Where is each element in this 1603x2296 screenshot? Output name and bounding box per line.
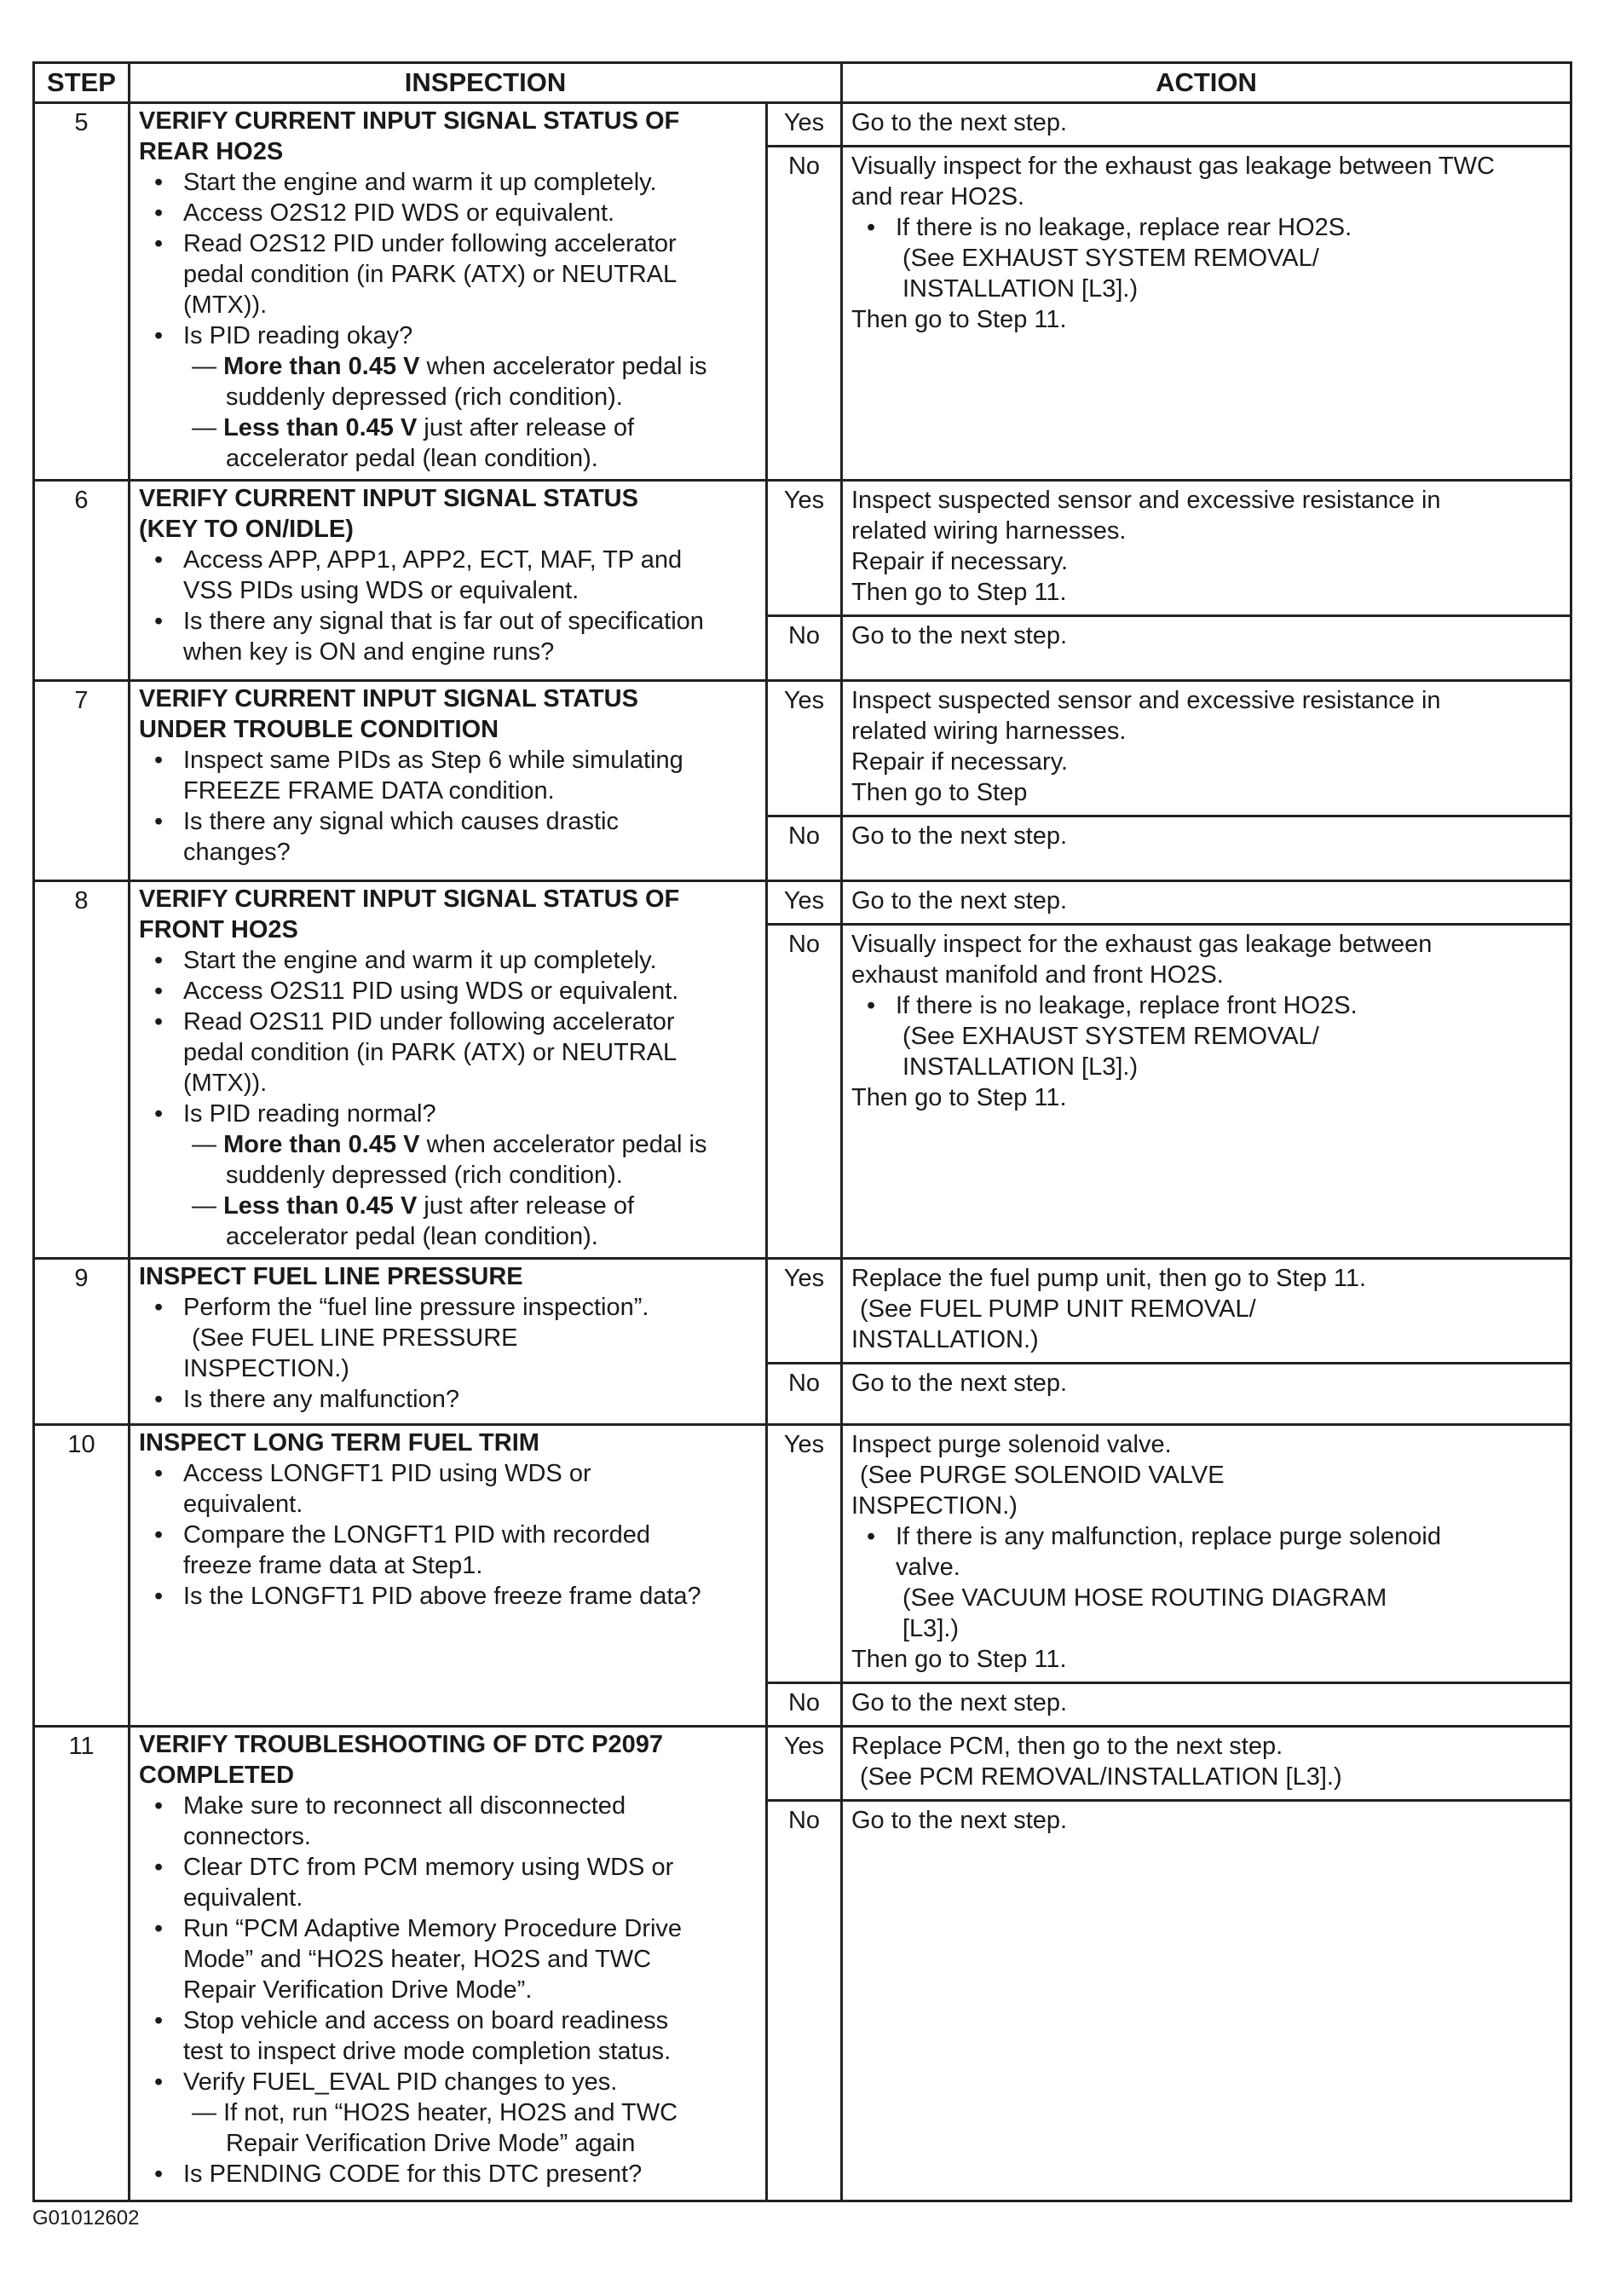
list-item: • Is there any malfunction?	[139, 1384, 758, 1415]
no-action: Go to the next step.	[842, 1683, 1571, 1727]
list-item: • Access LONGFT1 PID using WDS or equivalent.	[139, 1458, 758, 1520]
inspection-cell	[130, 1425, 767, 1727]
yes-label: Yes	[767, 681, 842, 816]
sub-item: — More than 0.45 V when accelerator pedal is suddenly depressed (rich condition).	[192, 1131, 707, 1189]
table-row	[34, 481, 1571, 616]
step-title: VERIFY TROUBLESHOOTING OF DTC P2097	[139, 1731, 664, 1758]
list-item: • Read O2S12 PID under following accelerator pedal condition (in PARK (ATX) or NEUTRAL (MTX)).	[139, 228, 758, 320]
list-item: • Start the engine and warm it up completely.	[139, 945, 758, 976]
step-title-line2: COMPLETED	[139, 1762, 295, 1789]
yes-action: Inspect purge solenoid valve. (See PURGE SOLENOID VALVE INSPECTION.) • If there is any malfunction, replace purge solenoid valve. (See VACUUM HOSE ROUTING DIAGRAM [L3].) Then go to Step 11.	[842, 1425, 1571, 1683]
yes-action: Inspect suspected sensor and excessive resistance in related wiring harnesses. Repair if necessary. Then go to Step 11.	[842, 481, 1571, 616]
step-number: 11	[34, 1727, 130, 2201]
list-item: • Is PID reading normal? — More than 0.45 V when accelerator pedal is suddenly depressed (rich condition). — Less than 0.45 V just after release of accelerator pedal (lean condition).	[139, 1099, 758, 1252]
inspection-cell	[130, 1727, 767, 2201]
inspection-list	[139, 1791, 758, 2189]
list-item: • Stop vehicle and access on board readiness test to inspect drive mode completion status.	[139, 2005, 758, 2067]
step-title: INSPECT LONG TERM FUEL TRIM	[139, 1429, 539, 1457]
no-action: Go to the next step.	[842, 816, 1571, 881]
table-row	[34, 1425, 1571, 1683]
inspection-list	[139, 545, 758, 667]
no-label: No	[767, 1801, 842, 2201]
list-item: • Compare the LONGFT1 PID with recorded freeze frame data at Step1.	[139, 1520, 758, 1581]
no-label: No	[767, 1683, 842, 1727]
no-label: No	[767, 816, 842, 881]
header-step: STEP	[34, 63, 130, 103]
table-row	[34, 1259, 1571, 1364]
diagnostic-table	[32, 61, 1572, 2202]
sub-item: — More than 0.45 V when accelerator pedal is suddenly depressed (rich condition).	[192, 353, 707, 411]
yes-action: Replace PCM, then go to the next step. (See PCM REMOVAL/INSTALLATION [L3].)	[842, 1727, 1571, 1801]
inspection-cell	[130, 681, 767, 881]
list-item: • Run “PCM Adaptive Memory Procedure Drive Mode” and “HO2S heater, HO2S and TWC Repair Verification Drive Mode”.	[139, 1913, 758, 2005]
list-item: • Read O2S11 PID under following accelerator pedal condition (in PARK (ATX) or NEUTRAL (MTX)).	[139, 1007, 758, 1099]
list-item: • Access APP, APP1, APP2, ECT, MAF, TP and VSS PIDs using WDS or equivalent.	[139, 545, 758, 606]
inspection-list	[139, 1458, 758, 1612]
inspection-cell	[130, 881, 767, 1259]
figure-code: G01012602	[32, 2207, 140, 2230]
table-row	[34, 103, 1571, 147]
sub-item: — Less than 0.45 V just after release of accelerator pedal (lean condition).	[192, 414, 635, 472]
step-title: VERIFY CURRENT INPUT SIGNAL STATUS	[139, 485, 638, 512]
step-title-line2: FRONT HO2S	[139, 916, 298, 943]
header-inspection: INSPECTION	[130, 63, 842, 103]
yes-label: Yes	[767, 881, 842, 925]
table-row	[34, 681, 1571, 816]
step-number: 7	[34, 681, 130, 881]
no-label: No	[767, 147, 842, 481]
yes-action: Go to the next step.	[842, 103, 1571, 147]
inspection-list	[139, 945, 758, 1252]
step-title-line2: UNDER TROUBLE CONDITION	[139, 716, 499, 743]
inspection-list	[139, 167, 758, 474]
step-title: INSPECT FUEL LINE PRESSURE	[139, 1263, 523, 1290]
no-label: No	[767, 1364, 842, 1425]
yes-label: Yes	[767, 481, 842, 616]
step-title: VERIFY CURRENT INPUT SIGNAL STATUS OF	[139, 107, 680, 135]
list-item: • Verify FUEL_EVAL PID changes to yes. — If not, run “HO2S heater, HO2S and TWC Repair Verification Drive Mode” again	[139, 2067, 758, 2159]
step-number: 5	[34, 103, 130, 481]
list-item: • Is PENDING CODE for this DTC present?	[139, 2159, 758, 2189]
yes-label: Yes	[767, 1727, 842, 1801]
inspection-list	[139, 745, 758, 868]
sub-item: — If not, run “HO2S heater, HO2S and TWC Repair Verification Drive Mode” again	[192, 2099, 678, 2157]
yes-label: Yes	[767, 1259, 842, 1364]
step-title: VERIFY CURRENT INPUT SIGNAL STATUS	[139, 685, 638, 712]
table-header-row	[34, 63, 1571, 103]
list-item: • Access O2S11 PID using WDS or equivalent.	[139, 976, 758, 1007]
header-action: ACTION	[842, 63, 1571, 103]
list-item: • Perform the “fuel line pressure inspection”. (See FUEL LINE PRESSURE INSPECTION.)	[139, 1292, 758, 1384]
step-number: 9	[34, 1259, 130, 1425]
list-item: • Make sure to reconnect all disconnected connectors.	[139, 1791, 758, 1852]
step-title: VERIFY CURRENT INPUT SIGNAL STATUS OF	[139, 886, 680, 913]
yes-action: Replace the fuel pump unit, then go to Step 11. (See FUEL PUMP UNIT REMOVAL/ INSTALLATION.)	[842, 1259, 1571, 1364]
step-number: 8	[34, 881, 130, 1259]
yes-action: Inspect suspected sensor and excessive resistance in related wiring harnesses. Repair if necessary. Then go to Step	[842, 681, 1571, 816]
list-item: • If there is any malfunction, replace purge solenoid valve.	[851, 1521, 1563, 1583]
list-item: • Clear DTC from PCM memory using WDS or equivalent.	[139, 1852, 758, 1913]
table-row	[34, 1727, 1571, 1801]
step-title-line2: (KEY TO ON/IDLE)	[139, 516, 354, 543]
no-action: Go to the next step.	[842, 1801, 1571, 2201]
inspection-cell	[130, 103, 767, 481]
step-number: 6	[34, 481, 130, 681]
list-item: • Is PID reading okay? — More than 0.45 V when accelerator pedal is suddenly depressed (rich condition). — Less than 0.45 V just after release of accelerator pedal (lean condition).	[139, 320, 758, 474]
list-item: • Access O2S12 PID WDS or equivalent.	[139, 198, 758, 228]
yes-action: Go to the next step.	[842, 881, 1571, 925]
no-label: No	[767, 925, 842, 1259]
list-item: • Is there any signal which causes drastic changes?	[139, 806, 758, 868]
inspection-list	[139, 1292, 758, 1415]
list-item: • If there is no leakage, replace rear HO2S.	[851, 212, 1563, 243]
yes-label: Yes	[767, 103, 842, 147]
no-action: Go to the next step.	[842, 616, 1571, 681]
table-row	[34, 881, 1571, 925]
list-item: • Is the LONGFT1 PID above freeze frame data?	[139, 1581, 758, 1612]
step-number: 10	[34, 1425, 130, 1727]
list-item: • Inspect same PIDs as Step 6 while simulating FREEZE FRAME DATA condition.	[139, 745, 758, 806]
sub-item: — Less than 0.45 V just after release of accelerator pedal (lean condition).	[192, 1192, 635, 1250]
no-action: Visually inspect for the exhaust gas leakage between exhaust manifold and front HO2S. • If there is no leakage, replace front HO2S. (See EXHAUST SYSTEM REMOVAL/ INSTALLATION [L3].) Then go to Step 11.	[842, 925, 1571, 1259]
no-action: Visually inspect for the exhaust gas leakage between TWC and rear HO2S. • If there is no leakage, replace rear HO2S. (See EXHAUST SYSTEM REMOVAL/ INSTALLATION [L3].) Then go to Step 11.	[842, 147, 1571, 481]
yes-label: Yes	[767, 1425, 842, 1683]
inspection-cell	[130, 481, 767, 681]
no-label: No	[767, 616, 842, 681]
step-title-line2: REAR HO2S	[139, 138, 284, 165]
list-item: • If there is no leakage, replace front HO2S.	[851, 990, 1563, 1021]
no-action: Go to the next step.	[842, 1364, 1571, 1425]
inspection-cell	[130, 1259, 767, 1425]
list-item: • Is there any signal that is far out of specification when key is ON and engine runs?	[139, 606, 758, 667]
list-item: • Start the engine and warm it up completely.	[139, 167, 758, 198]
